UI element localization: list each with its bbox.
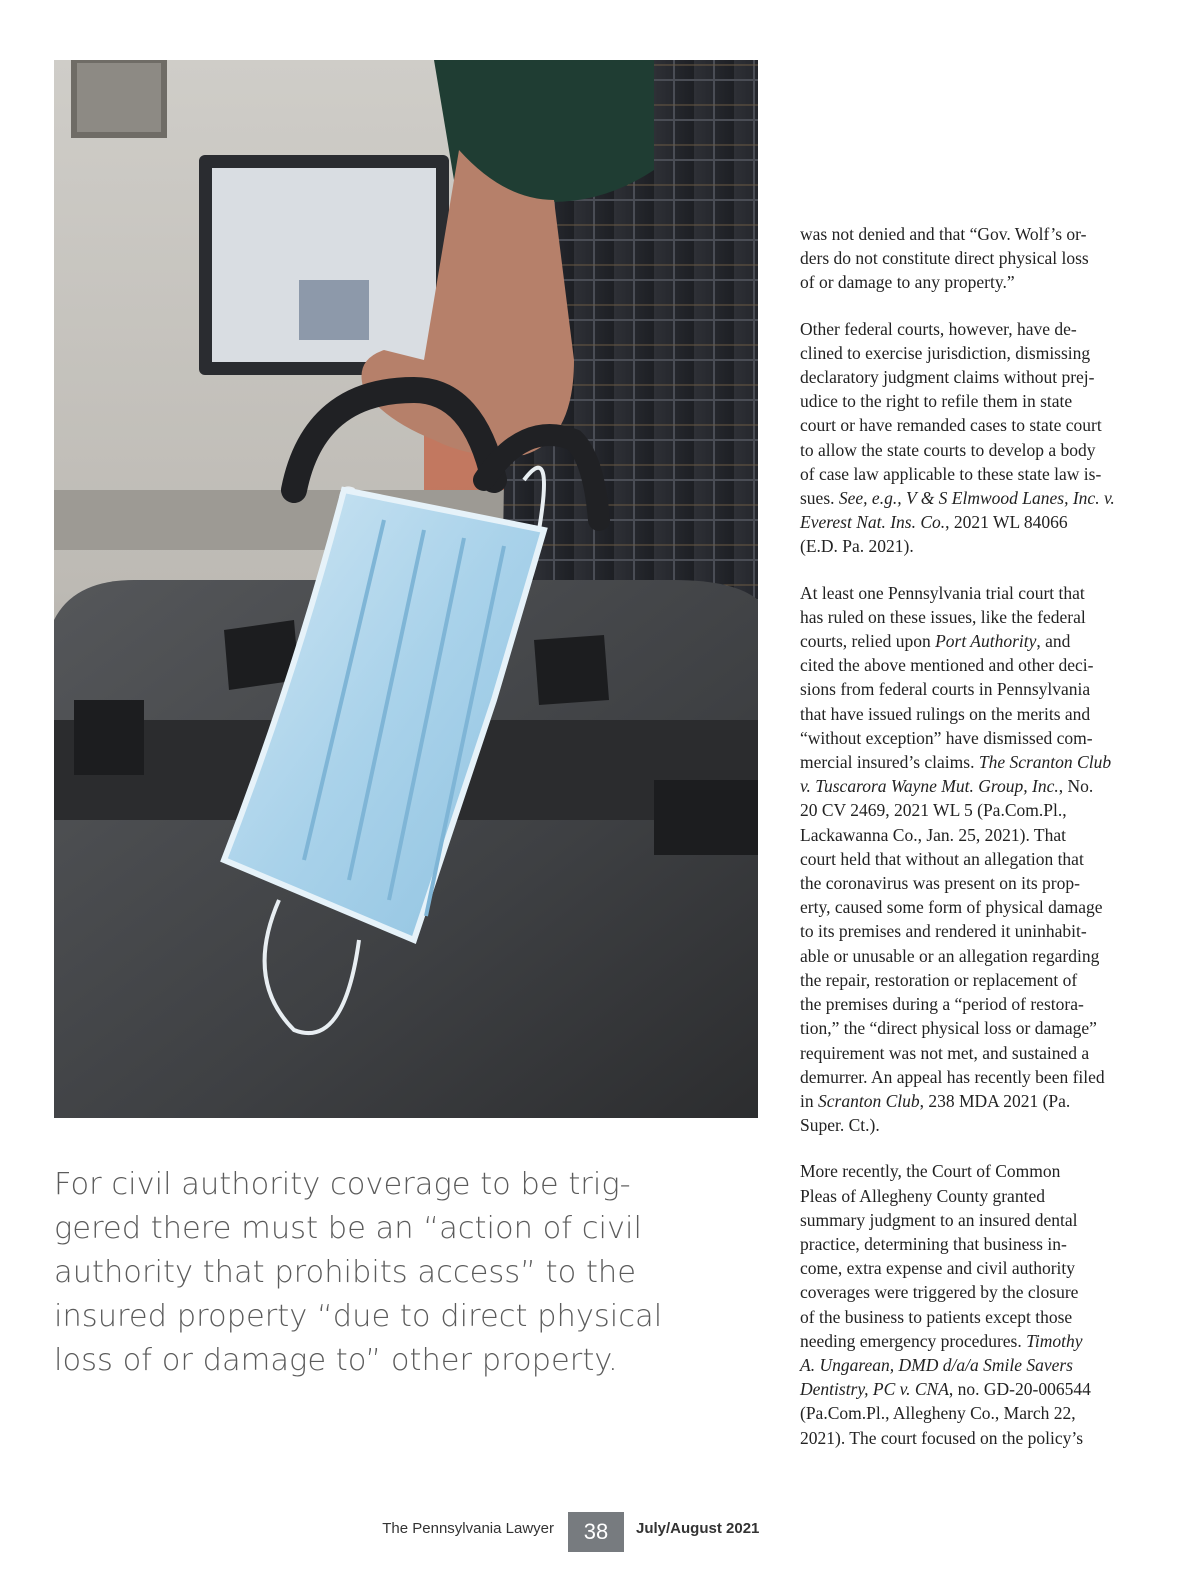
body-text: , 2021 WL 84066 xyxy=(945,512,1068,533)
case-citation: Everest Nat. Ins. Co. xyxy=(800,512,946,533)
body-text: sues. xyxy=(800,488,839,509)
body-line: that have issued rulings on the merits and xyxy=(800,703,1091,724)
body-paragraph-4 xyxy=(800,1159,1160,1449)
body-line: cited the above mentioned and other deci- xyxy=(800,655,1094,676)
pull-quote-line: For civil authority coverage to be trig- xyxy=(54,1167,631,1202)
body-line: tion,” the “direct physical loss or damage” xyxy=(800,1018,1097,1039)
body-line: More recently, the Court of Common xyxy=(800,1161,1061,1182)
pull-quote-line: insured property “due to direct physical xyxy=(54,1299,663,1334)
body-line: of case law applicable to these state law is- xyxy=(800,463,1102,484)
body-line xyxy=(800,510,1160,534)
body-text: needing emergency procedures. xyxy=(800,1330,1027,1351)
photo-illustration xyxy=(54,60,758,1118)
body-paragraph-2 xyxy=(800,317,1160,559)
body-line: the coronavirus was present on its prop- xyxy=(800,873,1080,894)
body-line xyxy=(800,629,1160,653)
body-line: to its premises and rendered it uninhabit- xyxy=(800,921,1087,942)
body-line: has ruled on these issues, like the federal xyxy=(800,606,1086,627)
case-citation: Scranton Club xyxy=(818,1090,920,1111)
page-footer xyxy=(0,1512,1200,1552)
publication-name: The Pennsylvania Lawyer xyxy=(382,1520,554,1537)
body-line xyxy=(800,1353,1160,1377)
body-line: the premises during a “period of restora- xyxy=(800,994,1084,1015)
body-line xyxy=(800,1377,1160,1401)
body-paragraph-1 xyxy=(800,222,1160,295)
body-line: Lackawanna Co., Jan. 25, 2021). That xyxy=(800,824,1066,845)
body-text: , No. xyxy=(1058,776,1094,797)
case-citation: Dentistry, PC v. CNA xyxy=(800,1379,949,1400)
body-line: Other federal courts, however, have de- xyxy=(800,318,1077,339)
body-line: (E.D. Pa. 2021). xyxy=(800,536,914,557)
body-line: court held that without an allegation that xyxy=(800,848,1084,869)
pull-quote-line: authority that prohibits access” to the xyxy=(54,1255,637,1290)
case-citation: Port Authority xyxy=(935,631,1037,652)
body-line: udice to the right to refile them in state xyxy=(800,391,1073,412)
pull-quote-line: loss of or damage to” other property. xyxy=(54,1343,618,1378)
pull-quote-line: gered there must be an “action of civil xyxy=(54,1211,642,1246)
body-line: summary judgment to an insured dental xyxy=(800,1209,1078,1230)
body-line: requirement was not met, and sustained a xyxy=(800,1042,1090,1063)
body-line xyxy=(800,1089,1160,1113)
issue-date: July/August 2021 xyxy=(636,1520,760,1537)
body-text: courts, relied upon xyxy=(800,631,936,652)
body-line: demurrer. An appeal has recently been filed xyxy=(800,1066,1105,1087)
body-line: practice, determining that business in- xyxy=(800,1233,1067,1254)
body-line: “without exception” have dismissed com- xyxy=(800,727,1093,748)
body-line xyxy=(800,750,1160,774)
body-line: court or have remanded cases to state court xyxy=(800,415,1102,436)
body-line: declaratory judgment claims without prej- xyxy=(800,367,1095,388)
body-text: in xyxy=(800,1090,818,1111)
body-line: of the business to patients except those xyxy=(800,1306,1073,1327)
pull-quote xyxy=(54,1163,744,1383)
case-citation: v. Tuscarora Wayne Mut. Group, Inc. xyxy=(800,776,1059,797)
body-text: , no. GD-20-006544 xyxy=(948,1379,1091,1400)
body-line: coverages were triggered by the closure xyxy=(800,1282,1079,1303)
body-line: 2021). The court focused on the policy’s xyxy=(800,1427,1084,1448)
body-line: to allow the state courts to develop a body xyxy=(800,439,1096,460)
body-line: (Pa.Com.Pl., Allegheny Co., March 22, xyxy=(800,1403,1076,1424)
body-line xyxy=(800,774,1160,798)
body-line: 20 CV 2469, 2021 WL 5 (Pa.Com.Pl., xyxy=(800,800,1067,821)
case-citation: A. Ungarean, DMD d/a/a Smile Savers xyxy=(800,1354,1073,1375)
body-paragraph-3 xyxy=(800,581,1160,1138)
case-citation: Timothy xyxy=(1026,1330,1083,1351)
body-line: the repair, restoration or replacement of xyxy=(800,969,1078,990)
body-line: erty, caused some form of physical damage xyxy=(800,897,1103,918)
body-line: was not denied and that “Gov. Wolf’s or- xyxy=(800,224,1087,244)
body-line: able or unusable or an allegation regarding xyxy=(800,945,1100,966)
body-line: At least one Pennsylvania trial court that xyxy=(800,582,1085,603)
article-photo xyxy=(54,60,758,1118)
body-line: clined to exercise jurisdiction, dismissing xyxy=(800,342,1091,363)
body-line: of or damage to any property.” xyxy=(800,272,1015,293)
page-number: 38 xyxy=(568,1512,624,1552)
body-text: , 238 MDA 2021 (Pa. xyxy=(919,1090,1071,1111)
body-text: , and xyxy=(1036,631,1071,652)
body-line xyxy=(800,486,1160,510)
body-line: ders do not constitute direct physical loss xyxy=(800,248,1089,269)
body-line: come, extra expense and civil authority xyxy=(800,1258,1076,1279)
article-body-column xyxy=(800,222,1160,1472)
body-line xyxy=(800,1329,1160,1353)
case-citation: See, e.g., V & S Elmwood Lanes, Inc. v. xyxy=(838,488,1115,509)
case-citation: The Scranton Club xyxy=(978,752,1112,773)
body-line: sions from federal courts in Pennsylvania xyxy=(800,679,1091,700)
body-text: mercial insured’s claims. xyxy=(800,752,979,773)
body-line: Pleas of Allegheny County granted xyxy=(800,1185,1045,1206)
body-line: Super. Ct.). xyxy=(800,1115,880,1136)
